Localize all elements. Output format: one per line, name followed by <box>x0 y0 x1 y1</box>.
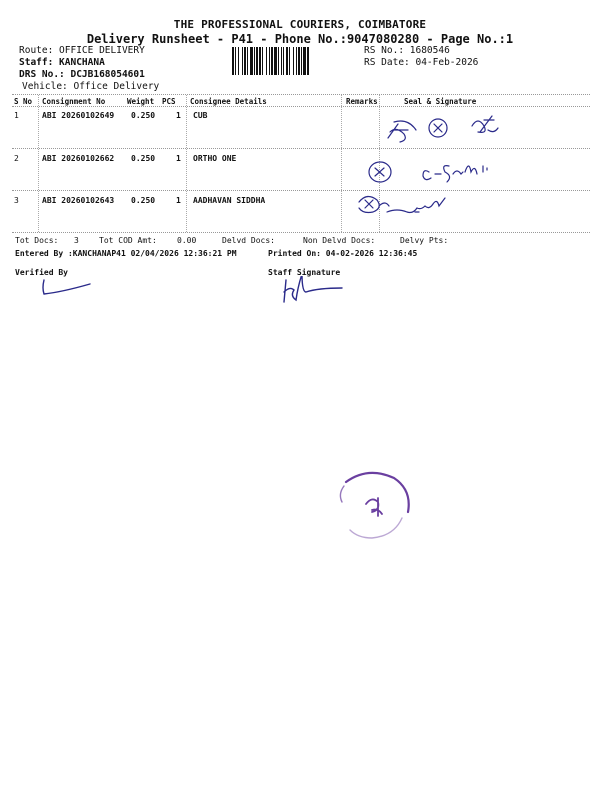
row-2-pcs: 1 <box>176 154 181 163</box>
company-name: THE PROFESSIONAL COURIERS, COIMBATORE <box>173 18 427 31</box>
col-seal-signature: Seal & Signature <box>404 97 477 106</box>
row-2-weight: 0.250 <box>131 154 156 163</box>
entered-by: Entered By :KANCHANAP41 02/04/2026 12:36:21 PM <box>15 249 237 258</box>
col-consignment: Consignment No <box>42 97 106 106</box>
row-2-consignment: ABI 20260102662 <box>42 154 115 163</box>
staff-label: Staff: KANCHANA <box>19 57 105 68</box>
row-1-consignment: ABI 20260102649 <box>42 111 115 120</box>
staff-signature <box>280 276 350 306</box>
col-weight: Weight <box>127 97 155 106</box>
rs-date: RS Date: 04-Feb-2026 <box>364 57 479 68</box>
col-remarks: Remarks <box>346 97 378 106</box>
row-1-consignee: CUB <box>193 111 208 120</box>
tot-docs-label: Tot Docs: <box>15 236 59 245</box>
drs-number: DRS No.: DCJB168054601 <box>19 69 145 80</box>
tot-cod-label: Tot COD Amt: <box>99 236 157 245</box>
delvy-pts-label: Delvy Pts: <box>400 236 449 245</box>
office-stamp <box>330 462 420 552</box>
handwritten-marks-rows-2-3 <box>355 150 505 230</box>
verified-by-signature <box>38 278 98 298</box>
row-1-pcs: 1 <box>176 111 181 120</box>
row-2-sno: 2 <box>14 154 19 163</box>
row-3-sno: 3 <box>14 196 19 205</box>
col-pcs: PCS <box>162 97 176 106</box>
runsheet-title: Delivery Runsheet - P41 - Phone No.:9047080280 - Page No.:1 <box>86 32 514 46</box>
row-3-consignment: ABI 20260102643 <box>42 196 115 205</box>
tot-cod-value: 0.00 <box>177 236 197 245</box>
tot-docs-value: 3 <box>74 236 79 245</box>
non-delvd-docs-label: Non Delvd Docs: <box>303 236 376 245</box>
staff-signature-label: Staff Signature <box>268 268 341 277</box>
row-3-consignee: AADHAVAN SIDDHA <box>193 196 266 205</box>
col-consignee: Consignee Details <box>190 97 267 106</box>
row-3-weight: 0.250 <box>131 196 156 205</box>
verified-by-label: Verified By <box>15 268 68 277</box>
col-sno: S No <box>14 97 33 106</box>
row-2-consignee: ORTHO ONE <box>193 154 237 163</box>
printed-on: Printed On: 04-02-2026 12:36:45 <box>268 249 418 258</box>
vehicle-label: Vehicle: Office Delivery <box>22 81 160 92</box>
row-1-weight: 0.250 <box>131 111 156 120</box>
delvd-docs-label: Delvd Docs: <box>222 236 275 245</box>
row-1-sno: 1 <box>14 111 19 120</box>
rs-number: RS No.: 1680546 <box>364 45 450 56</box>
route-label: Route: OFFICE DELIVERY <box>19 45 145 56</box>
row-3-pcs: 1 <box>176 196 181 205</box>
barcode-image <box>232 47 358 75</box>
